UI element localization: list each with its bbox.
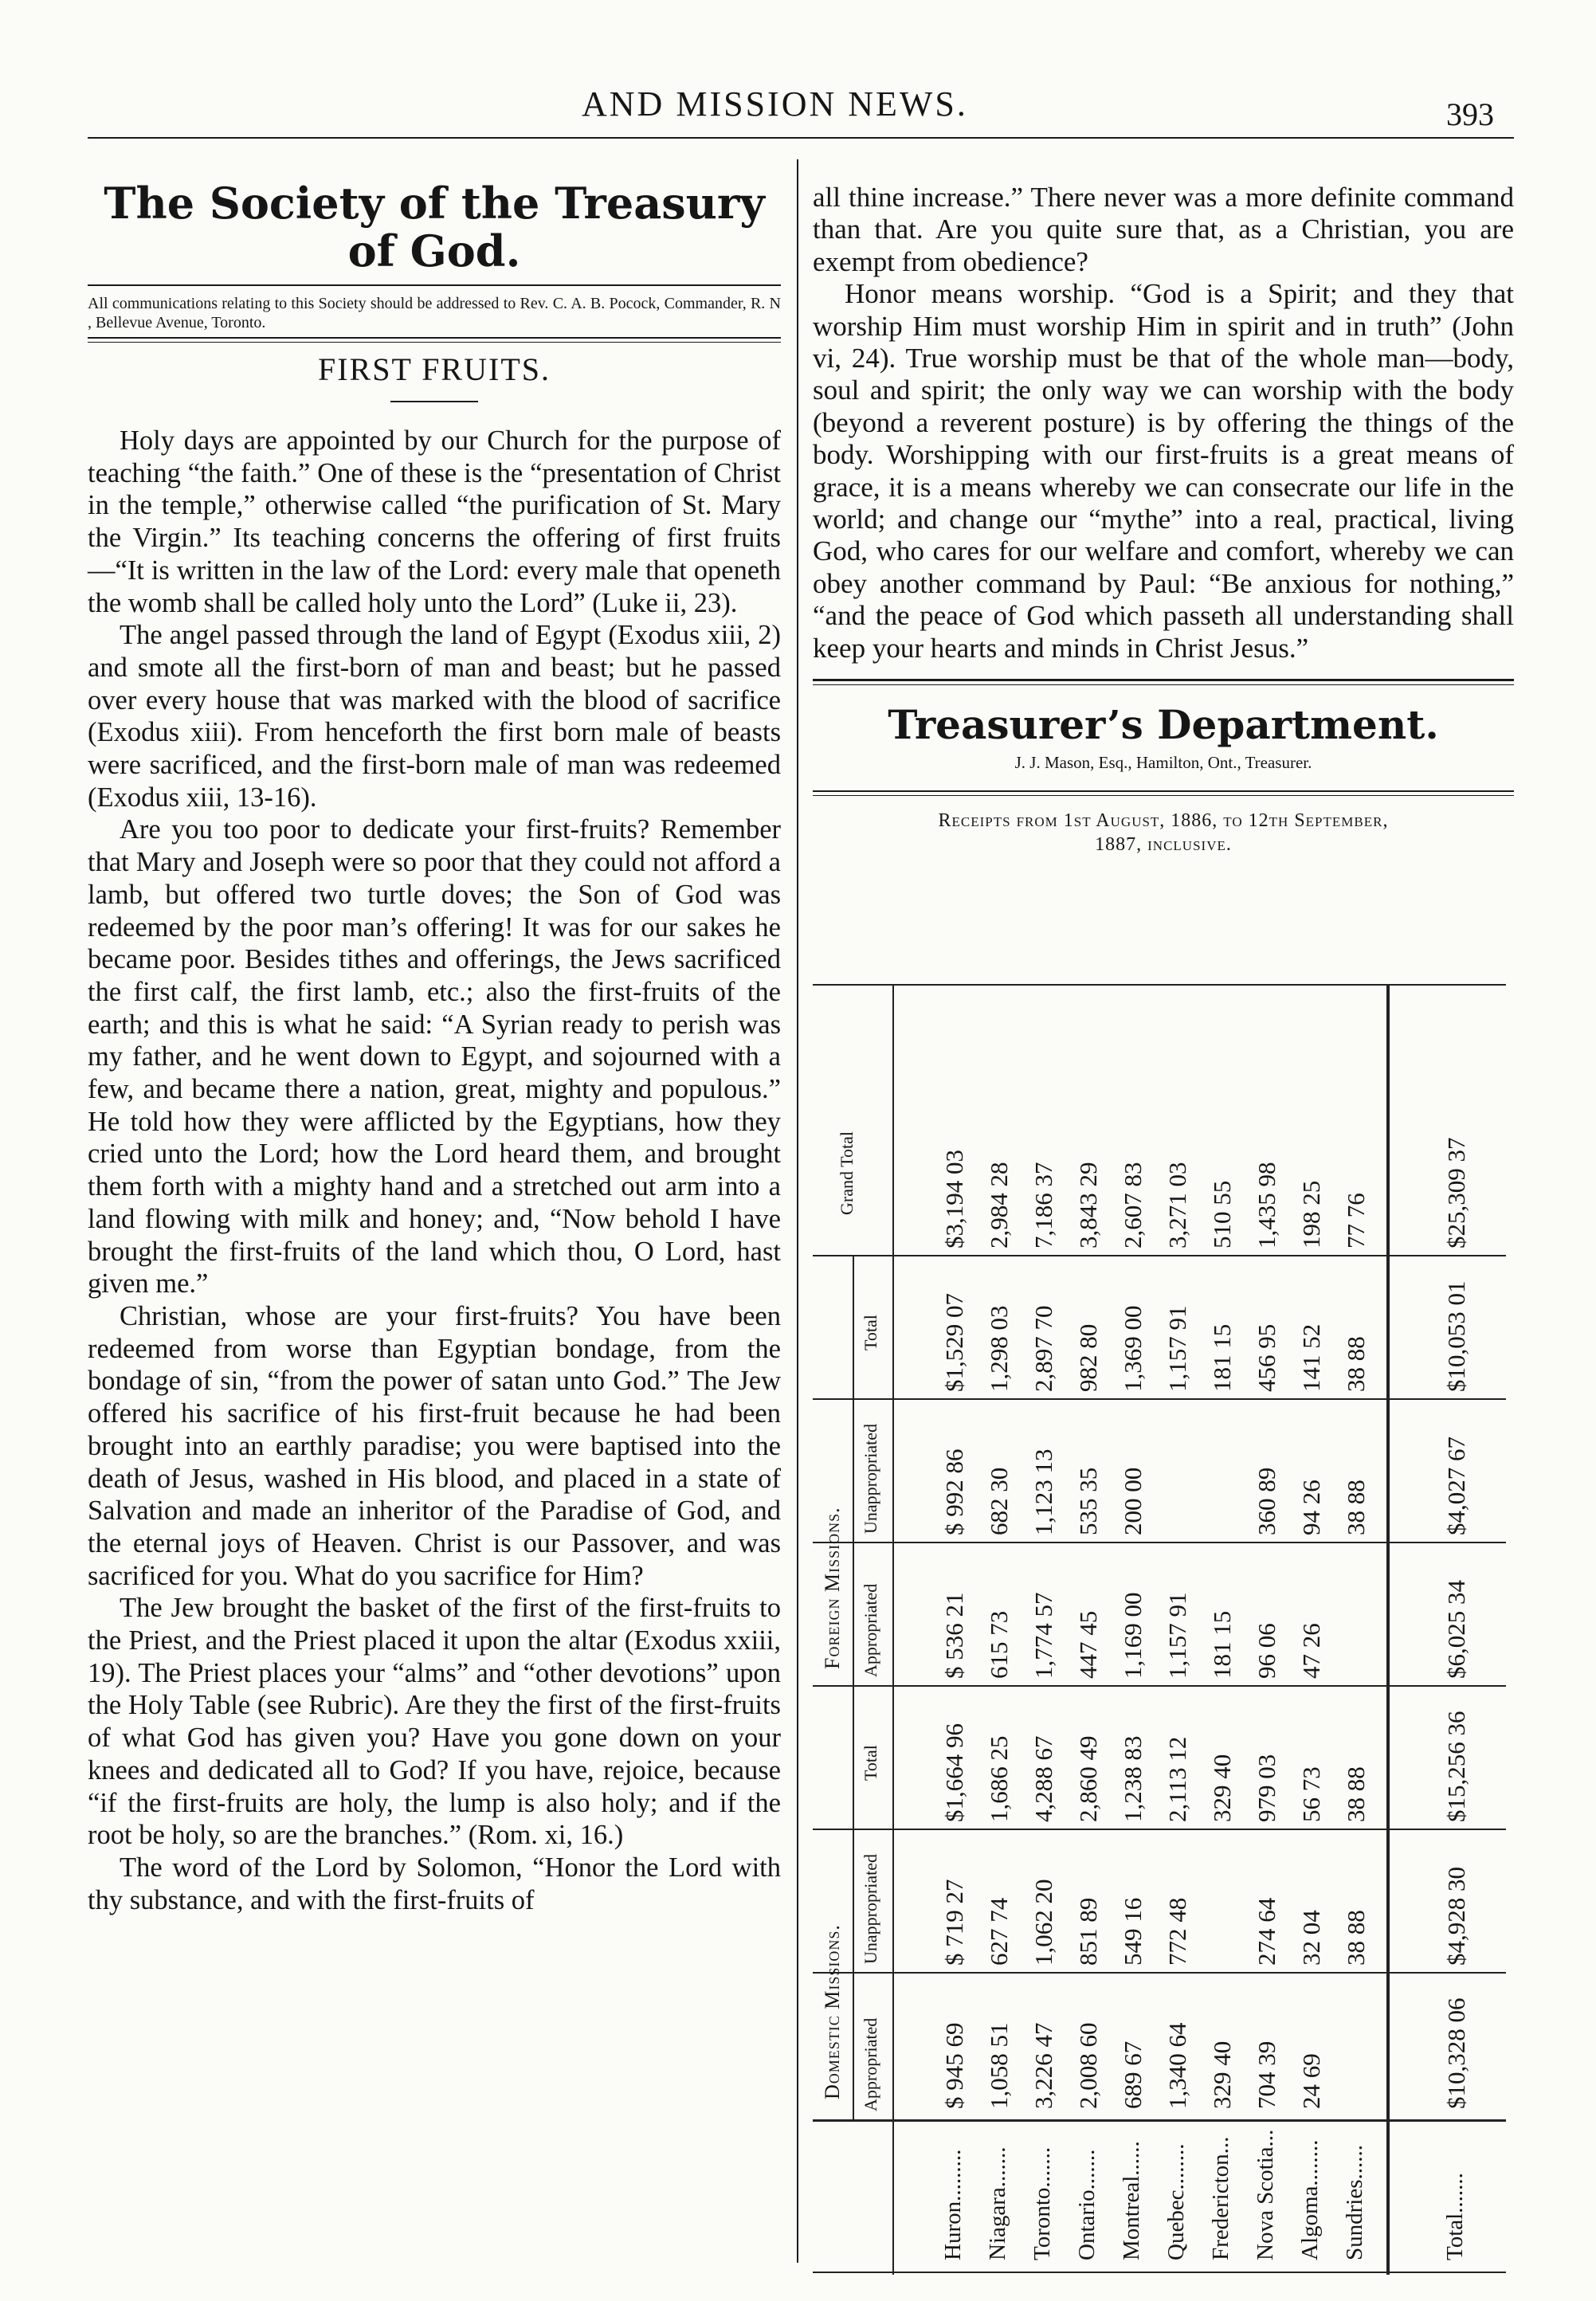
table-cell: 979 03 xyxy=(1253,1754,1280,1822)
table-cell: 1,123 13 xyxy=(1029,1448,1057,1535)
group-domestic-missions: Domestic Missions. xyxy=(821,1924,844,2099)
col-unappropriated: Unappropriated xyxy=(861,1853,880,1964)
paragraph: The angel passed through the land of Egypt (Exodus xiii, 2) and smote all the first-born of man and beast; but he passed over every house that was marked with the blood of sacrifice (Exodus xiii). From henceforth the first born male of beasts were sacrificed, and the first-born male of man was redeemed (Exodus xiii, 13-16). xyxy=(88,620,781,813)
col-appropriated: Appropriated xyxy=(861,2017,880,2111)
total-cell: $15,256 36 xyxy=(1442,1711,1470,1822)
table-cell: $1,664 96 xyxy=(940,1723,968,1822)
table-cell: 627 74 xyxy=(985,1897,1013,1966)
band-rule xyxy=(813,1685,1506,1687)
receipts-title xyxy=(813,809,1514,857)
column-divider xyxy=(797,159,798,2263)
table-cell: $ 536 21 xyxy=(940,1592,968,1679)
table-cell: 32 04 xyxy=(1297,1910,1325,1966)
table-cell: 38 88 xyxy=(1342,1336,1370,1392)
right-column xyxy=(813,182,1514,857)
table-cell: 772 48 xyxy=(1163,1897,1191,1966)
band-rule xyxy=(813,1542,1506,1543)
total-cell: $10,053 01 xyxy=(1442,1280,1470,1392)
receipts-table xyxy=(813,984,1506,2275)
society-title: The Society of the Treasury of God. xyxy=(104,178,765,276)
paragraph: Are you too poor to dedicate your first-fruits? Remember that Mary and Joseph were so poor that they could not afford a lamb, but offered two turtle doves; the Son of God was redeemed by the poor man’s offering! It was for our sakes he became poor. Besides tithes and offerings, the Jews sacrificed the first calf, the first lamb, etc.; also the first-fruits of the earth; and this is what he said: “A Syrian ready to perish was my father, and he went down to Egypt, and sojourned with a few, and became there a nation, great, mighty and populous.” He told how they were afflicted by the Egyptians, how they cried unto the Lord; how the Lord heard them, and brought them forth with a mighty hand and a stretched out arm into a land flowing with milk and honey; and, “Now behold I have brought the first-fruits of the land which thou, O Lord, hast given me.” xyxy=(88,814,781,1299)
table-cell: 851 89 xyxy=(1074,1897,1102,1966)
dept-rule xyxy=(813,790,1514,792)
table-cell: 77 76 xyxy=(1342,1193,1370,1248)
dept-title: Treasurer’s Department. xyxy=(888,701,1439,749)
table-cell: 274 64 xyxy=(1253,1897,1280,1966)
table-cell: 47 26 xyxy=(1297,1623,1325,1679)
table-cell: $ 719 27 xyxy=(940,1879,968,1966)
title-rule xyxy=(88,284,781,286)
table-cell: 447 45 xyxy=(1074,1610,1102,1679)
col-appropriated: Appropriated xyxy=(861,1583,880,1677)
total-cell: $4,027 67 xyxy=(1442,1437,1470,1535)
table-cell: $ 992 86 xyxy=(940,1448,968,1535)
table-cell: 704 39 xyxy=(1253,2040,1280,2109)
page-number: 393 xyxy=(1446,96,1494,132)
row-label: Quebec........ xyxy=(1163,2143,1189,2260)
table-cell: 360 89 xyxy=(1253,1467,1280,1535)
table-cell: 2,008 60 xyxy=(1074,2022,1102,2109)
row-label: Montreal...... xyxy=(1119,2141,1144,2260)
receipts-title-line-2: 1887, inclusive. xyxy=(1095,834,1232,856)
col-unappropriated: Unappropriated xyxy=(861,1423,880,1534)
table-cell: 1,369 00 xyxy=(1119,1305,1147,1392)
article-body xyxy=(88,425,781,1916)
band-rule xyxy=(813,1255,1506,1256)
band-rule xyxy=(813,1398,1506,1400)
paragraph: all thine increase.” There never was a more definite command than that. Are you quite sure that, as a Christian, you are exempt from obedience? xyxy=(813,182,1514,277)
table-cell: 3,226 47 xyxy=(1029,2022,1057,2109)
table-cell: 1,058 51 xyxy=(985,2022,1013,2109)
table-cell: $3,194 03 xyxy=(940,1150,968,1248)
table-cell: 549 16 xyxy=(1119,1897,1147,1966)
band-rule xyxy=(813,1972,1506,1974)
table-cell: 2,113 12 xyxy=(1163,1736,1191,1822)
table-cell: 1,157 91 xyxy=(1163,1305,1191,1392)
total-label: Total....... xyxy=(1442,2173,1468,2260)
table-cell: 1,169 00 xyxy=(1119,1592,1147,1679)
section-rule-2 xyxy=(813,684,1514,685)
paragraph: Christian, whose are your first-fruits? You have been redeemed from worse than Egyptian bondage, from the bondage of sin, “from the power of satan unto God.” The Jew offered his sacrifice of his first-fruit because he had been brought into an earthly paradise; you were baptised into the death of Jesus, washed in His blood, and placed in a state of Salvation and made an inheritor of the Paradise of God, and the eternal joys of Heaven. Christ is our Passover, and was sacrificed for you. What do you sacrifice for Him? xyxy=(88,1300,781,1591)
col-grand-total: Grand Total xyxy=(837,1131,857,1215)
table-cell: 535 35 xyxy=(1074,1467,1102,1535)
table-cell: 689 67 xyxy=(1119,2040,1147,2109)
table-top-rule xyxy=(813,984,1506,986)
table-cell: 1,157 91 xyxy=(1163,1592,1191,1679)
notice-rule-2 xyxy=(88,342,781,343)
header-divider xyxy=(892,984,894,2275)
table-cell: 181 15 xyxy=(1208,1610,1236,1679)
table-cell: 1,435 98 xyxy=(1253,1162,1280,1248)
article-title-rule xyxy=(390,401,478,402)
table-cell: 3,271 03 xyxy=(1163,1162,1191,1248)
society-notice: All communications relating to this Society should be addressed to Rev. C. A. B. Pocock, Commander, R. N , Bellevue Avenue, Toronto. xyxy=(88,295,781,331)
row-label: Huron......... xyxy=(940,2149,966,2260)
table-cell: 329 40 xyxy=(1208,2040,1236,2109)
row-label: Niagara....... xyxy=(985,2146,1010,2260)
table-cell: 141 52 xyxy=(1297,1323,1325,1392)
table-cell: 38 88 xyxy=(1342,1480,1370,1535)
notice-rule xyxy=(88,337,781,339)
table-cell: 198 25 xyxy=(1297,1180,1325,1248)
table-cell: 2,860 49 xyxy=(1074,1735,1102,1822)
row-label: Sundries...... xyxy=(1342,2145,1367,2260)
row-label: Nova Scotia... xyxy=(1253,2129,1278,2260)
table-cell: 1,340 64 xyxy=(1163,2022,1191,2109)
table-cell: 2,607 83 xyxy=(1119,1162,1147,1248)
row-label: Fredericton... xyxy=(1208,2136,1233,2260)
table-cell: 56 73 xyxy=(1297,1766,1325,1822)
table-cell: 1,238 83 xyxy=(1119,1735,1147,1822)
table-cell: 24 69 xyxy=(1297,2053,1325,2109)
table-cell: 510 55 xyxy=(1208,1180,1236,1248)
dept-rule-2 xyxy=(813,795,1514,796)
total-cell: $6,025 34 xyxy=(1442,1580,1470,1679)
table-cell: 7,186 37 xyxy=(1029,1162,1057,1248)
table-cell: 2,984 28 xyxy=(985,1162,1013,1248)
col-total: Total xyxy=(861,1315,880,1350)
table-cell: $ 945 69 xyxy=(940,2022,968,2109)
total-cell: $4,928 30 xyxy=(1442,1867,1470,1966)
table-cell: 1,686 25 xyxy=(985,1735,1013,1822)
header-rule xyxy=(88,137,1514,139)
section-rule xyxy=(813,679,1514,681)
row-label: Ontario....... xyxy=(1074,2149,1100,2260)
table-bottom-rule xyxy=(813,2272,1506,2273)
band-rule xyxy=(813,1829,1506,1830)
table-cell: 4,288 67 xyxy=(1029,1735,1057,1822)
table-cell: 96 06 xyxy=(1253,1623,1280,1679)
group-foreign-missions: Foreign Missions. xyxy=(821,1507,844,1669)
total-cell: $25,309 37 xyxy=(1442,1137,1470,1248)
article-continuation xyxy=(813,182,1514,664)
table-cell: 181 15 xyxy=(1208,1323,1236,1392)
table-cell: 38 88 xyxy=(1342,1910,1370,1966)
paragraph: The Jew brought the basket of the first of the first-fruits to the Priest, and the Priest placed it upon the altar (Exodus xxiii, 19). The Priest places your “alms” and “other devotions” upon the Holy Table (see Rubric). Are they the first of the first-fruits of what God has given you? Have you gone down on your knees and dedicated all to God? If you have, rejoice, because “if the first-fruits are holy, the lump is also holy; and if the root be holy, so are the branches.” (Rom. xi, 16.) xyxy=(88,1593,781,1851)
label-rule xyxy=(813,2119,1506,2122)
table-cell: 94 26 xyxy=(1297,1480,1325,1535)
table-cell: 615 73 xyxy=(985,1610,1013,1679)
group-divider xyxy=(853,1255,854,2119)
total-cell: $10,328 06 xyxy=(1442,1997,1470,2109)
table-cell: 329 40 xyxy=(1208,1754,1236,1822)
running-head: AND MISSION NEWS. xyxy=(582,84,968,123)
paragraph: The word of the Lord by Solomon, “Honor the Lord with thy substance, and with the first-fruits of xyxy=(88,1852,781,1915)
table-cell: 1,298 03 xyxy=(985,1305,1013,1392)
table-cell: $1,529 07 xyxy=(940,1293,968,1392)
table-cell: 982 80 xyxy=(1074,1323,1102,1392)
table-cell: 3,843 29 xyxy=(1074,1162,1102,1248)
col-total: Total xyxy=(861,1745,880,1781)
table-cell: 456 95 xyxy=(1253,1323,1280,1392)
table-cell: 38 88 xyxy=(1342,1766,1370,1822)
dept-subtitle: J. J. Mason, Esq., Hamilton, Ont., Treasurer. xyxy=(1014,753,1312,773)
article-title: FIRST FRUITS. xyxy=(317,351,551,387)
receipts-title-line-1: Receipts from 1st August, 1886, to 12th September, xyxy=(938,810,1389,832)
table-cell: 1,774 57 xyxy=(1029,1592,1057,1679)
paragraph: Honor means worship. “God is a Spirit; and they that worship Him must worship Him in spirit and in truth” (John vi, 24). True worship must be that of the whole man—body, soul and spirit; the only way we can worship with the body (beyond a reverent posture) is by offering the things of the body. Worshipping with our first-fruits is a great means of grace, it is a means whereby we can consecrate our life in the world; and change our “mythe” into a real, practical, living God, who cares for our welfare and comfort, whereby we can obey another command by Paul: “Be anxious for nothing,” “and the peace of God which passeth all understanding shall keep your hearts and minds in Christ Jesus.” xyxy=(813,278,1514,664)
total-divider-2 xyxy=(1388,984,1390,2275)
left-column xyxy=(88,163,781,1916)
row-label: Algoma........ xyxy=(1297,2139,1323,2260)
table-cell: 682 30 xyxy=(985,1467,1013,1535)
row-label: Toronto....... xyxy=(1029,2146,1055,2260)
table-cell: 2,897 70 xyxy=(1029,1305,1057,1392)
paragraph: Holy days are appointed by our Church for the purpose of teaching “the faith.” One of these is the “presentation of Christ in the temple,” otherwise called “the purification of St. Mary the Virgin.” Its teaching concerns the offering of first fruits—“It is written in the law of the Lord: every male that openeth the womb shall be called holy unto the Lord” (Luke ii, 23). xyxy=(88,425,781,618)
table-cell: 1,062 20 xyxy=(1029,1879,1057,1966)
table-cell: 200 00 xyxy=(1119,1467,1147,1535)
